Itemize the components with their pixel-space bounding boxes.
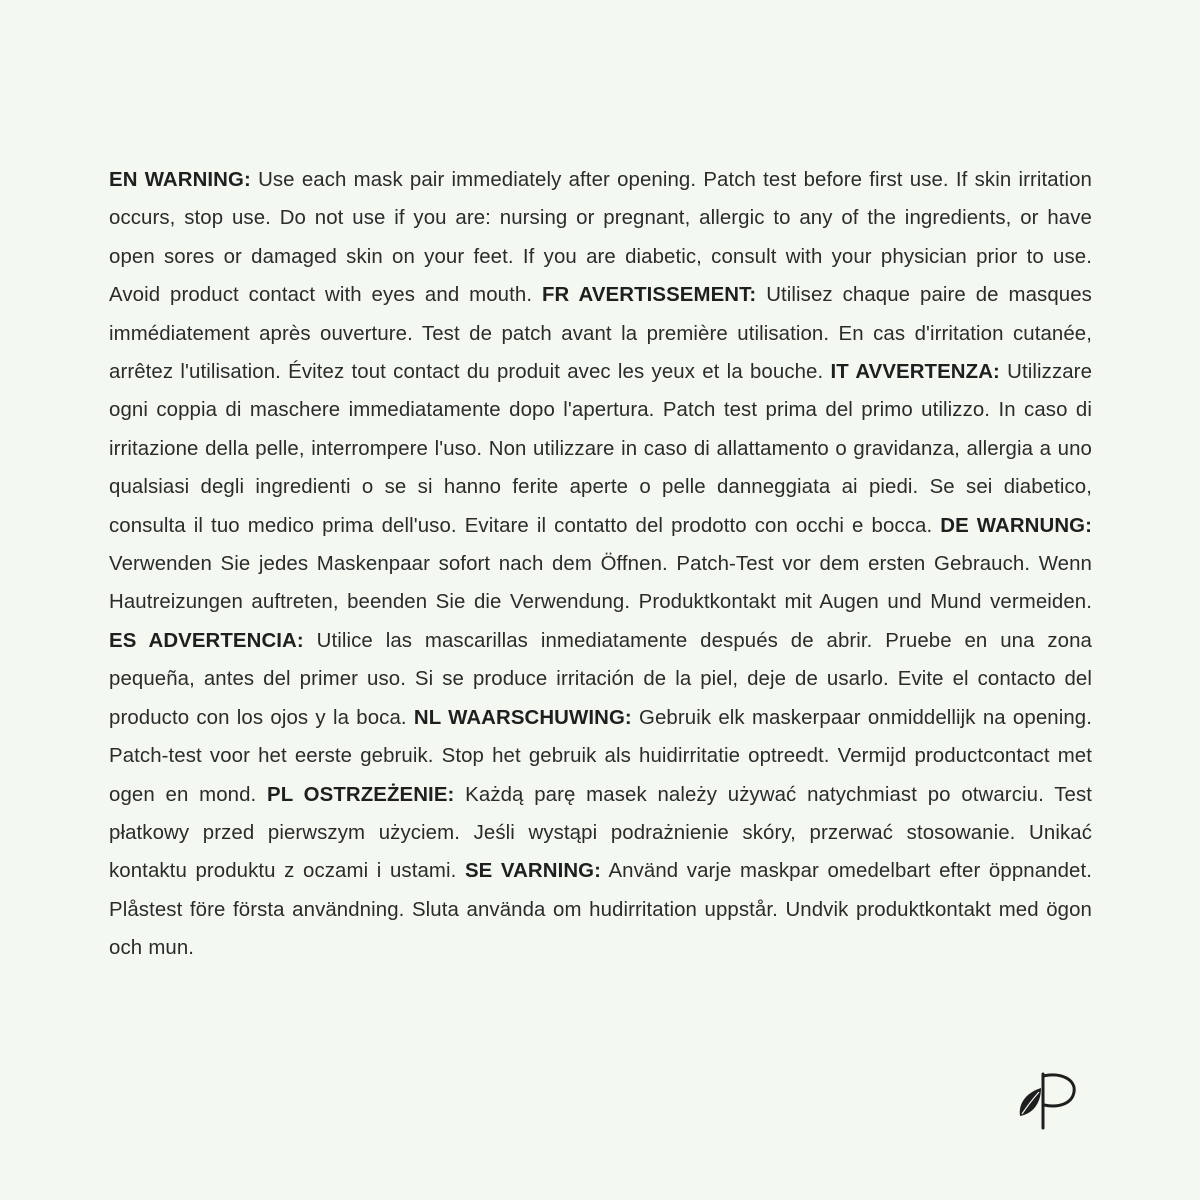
warning-text-en: Use each mask pair immediately after opening. Patch test before first use. If skin irritation occurs, stop use. Do not use if you are: nursing or pregnant, allergic to any of the ingredients, or have open sores or damaged skin on your feet. If you are diabetic, consult with your physician prior to use. Avoid product contact with eyes and mouth. xyxy=(109,169,1092,307)
warning-label-de: DE WARNUNG: xyxy=(940,514,1092,537)
warning-label-se: SE VARNING: xyxy=(464,860,602,883)
leaf-p-monogram-icon xyxy=(1010,1068,1080,1132)
warning-label-nl: NL WAARSCHUWING: xyxy=(413,706,632,729)
warning-label-fr: FR AVERTISSEMENT: xyxy=(542,284,757,307)
warning-text-es: Utilice las mascarillas inmediatamente después de abrir. Pruebe en una zona pequeña, antes del primer uso. Si se produce irritación de la piel, deje de usarlo. Evite el contacto del producto con los ojos y la boca. xyxy=(109,629,1092,729)
logo-p-bowl xyxy=(1043,1075,1074,1106)
multilingual-warning-text xyxy=(109,161,1092,968)
warning-label-pl: PL OSTRZEŻENIE: xyxy=(267,783,455,806)
brand-logo xyxy=(1010,1068,1080,1132)
warning-text-se: Använd varje maskpar omedelbart efter öppnandet. Plåstest före första användning. Sluta använda om hudirritation uppstår. Undvik produktkontakt med ögon och mun. xyxy=(109,860,1092,960)
warning-text-de: Verwenden Sie jedes Maskenpaar sofort nach dem Öffnen. Patch-Test vor dem ersten Gebrauch. Wenn Hautreizungen auftreten, beenden Sie die Verwendung. Produktkontakt mit Augen und Mund vermeiden. xyxy=(109,553,1092,614)
warning-text-it: Utilizzare ogni coppia di maschere immediatamente dopo l'apertura. Patch test prima del primo utilizzo. In caso di irritazione della pelle, interrompere l'uso. Non utilizzare in caso di allattamento o gravidanza, allergia a uno qualsiasi degli ingredienti o se si hanno ferite aperte o pelle danneggiata ai piedi. Se sei diabetico, consulta il tuo medico prima dell'uso. Evitare il contatto del prodotto con occhi e bocca. xyxy=(109,361,1093,537)
warning-text-pl: Każdą parę masek należy używać natychmiast po otwarciu. Test płatkowy przed pierwszym użyciem. Jeśli wystąpi podrażnienie skóry, przerwać stosowanie. Unikać kontaktu produktu z oczami i ustami. xyxy=(109,783,1092,883)
warning-text-fr: Utilisez chaque paire de masques immédiatement après ouverture. Test de patch avant la première utilisation. En cas d'irritation cutanée, arrêtez l'utilisation. Évitez tout contact du produit avec les yeux et la bouche. xyxy=(109,284,1092,384)
warning-label-en: EN WARNING: xyxy=(109,169,251,191)
warning-label-it: IT AVVERTENZA: xyxy=(830,361,1000,384)
warning-text-nl: Gebruik elk maskerpaar onmiddellijk na opening. Patch-test voor het eerste gebruik. Stop het gebruik als huidirritatie optreedt. Vermijd productcontact met ogen en mond. xyxy=(109,706,1092,806)
warning-label-es: ES ADVERTENCIA: xyxy=(109,629,304,652)
